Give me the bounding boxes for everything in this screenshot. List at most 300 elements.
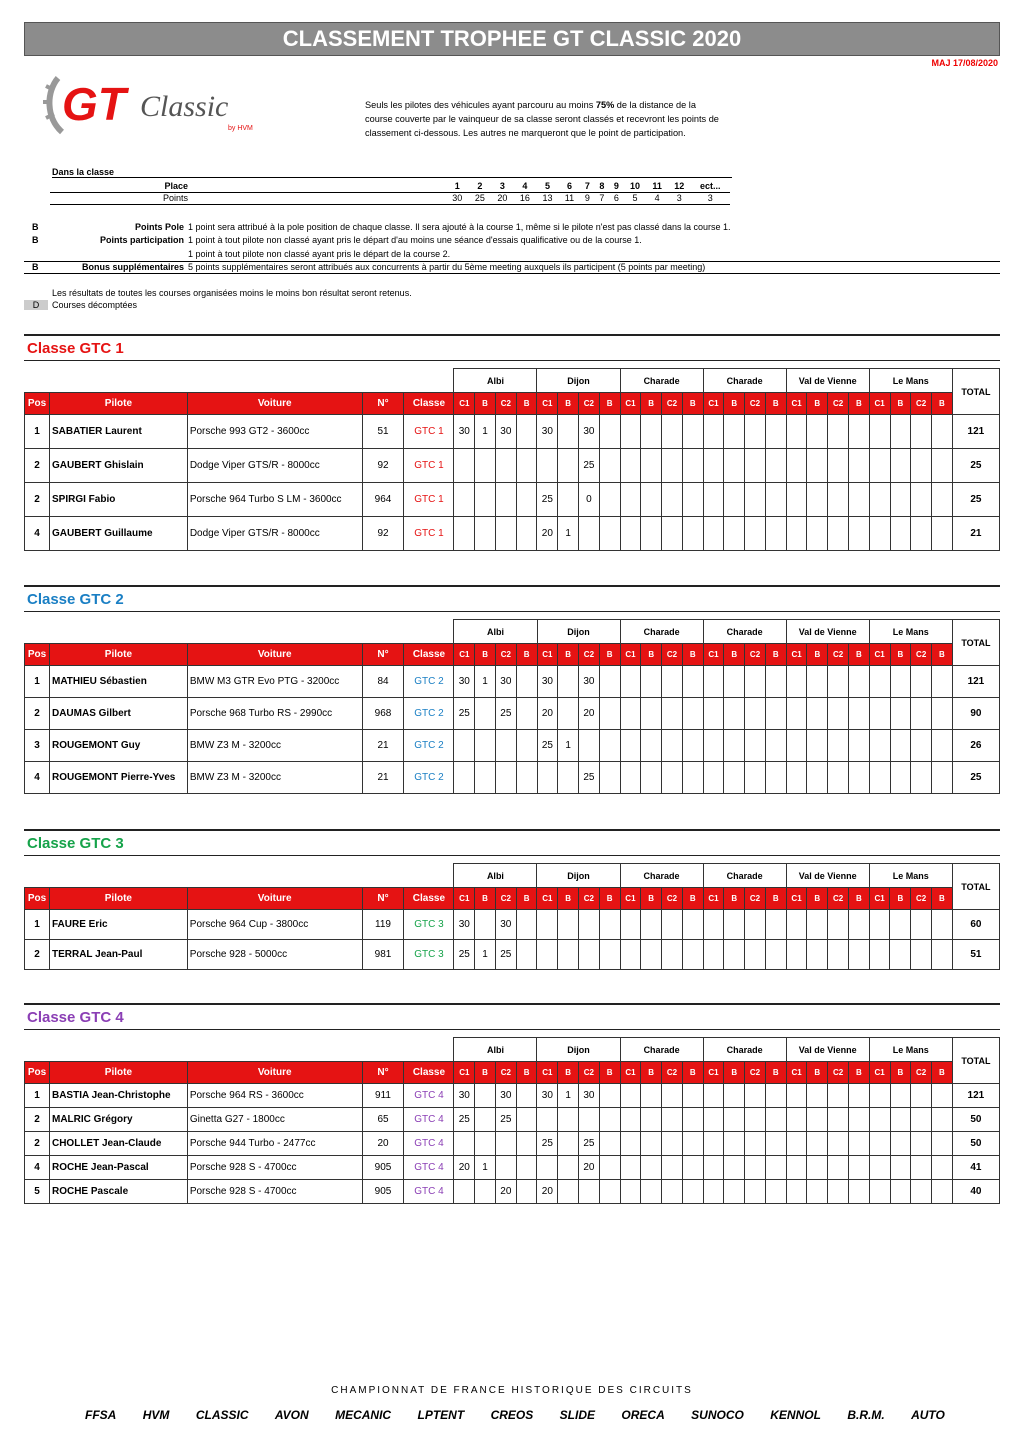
svg-text:by HVM: by HVM: [228, 125, 253, 132]
total-cell: 25: [952, 449, 999, 483]
score-cell: [703, 698, 724, 730]
score-cell: [516, 940, 537, 970]
score-cell: [807, 910, 828, 940]
pilot-cell: SPIRGI Fabio: [49, 483, 187, 517]
col-sub: C1: [786, 644, 807, 666]
score-cell: [932, 762, 953, 794]
col-sub: C2: [495, 644, 516, 666]
score-cell: [828, 910, 849, 940]
col-sub: B: [475, 888, 496, 910]
score-cell: [745, 1084, 766, 1108]
intro-text: Seuls les pilotes des véhicules ayant parcouru au moins 75% de la distance de la course couverte par le vainqueur de sa classe seront classés et recevront les points de classement ci-dessous. Les autres ne marqueront que le point de participation.: [365, 100, 719, 138]
score-cell: [516, 1180, 537, 1204]
score-cell: 30: [537, 415, 558, 449]
total-cell: 41: [952, 1156, 999, 1180]
score-cell: [599, 415, 620, 449]
score-cell: [599, 449, 620, 483]
score-cell: [682, 1084, 703, 1108]
place-cell: 10: [629, 180, 640, 191]
col-sub: B: [807, 1062, 828, 1084]
total-cell: 50: [952, 1132, 999, 1156]
rule-row: [24, 261, 1000, 275]
pos-cell: 1: [25, 666, 50, 698]
score-cell: [558, 415, 579, 449]
col-sub: C1: [703, 393, 724, 415]
pos-cell: 2: [25, 698, 50, 730]
score-cell: [641, 940, 662, 970]
col-sub: B: [682, 393, 703, 415]
col-sub: B: [890, 393, 911, 415]
score-cell: [537, 449, 558, 483]
score-cell: [786, 762, 807, 794]
score-cell: [848, 666, 869, 698]
score-cell: [620, 483, 641, 517]
pos-cell: 2: [25, 1132, 50, 1156]
score-cell: [703, 762, 724, 794]
score-cell: [724, 483, 745, 517]
score-cell: [475, 1180, 496, 1204]
score-cell: [765, 940, 786, 970]
score-cell: [703, 940, 724, 970]
circuit-header: Charade: [620, 1038, 703, 1062]
score-cell: [641, 730, 662, 762]
pos-cell: 1: [25, 415, 50, 449]
score-cell: 20: [579, 1156, 600, 1180]
score-cell: [454, 762, 475, 794]
score-cell: [745, 449, 766, 483]
score-cell: [724, 1108, 745, 1132]
circuit-header: Albi: [454, 620, 537, 644]
class-cell: GTC 3: [404, 910, 454, 940]
score-cell: [932, 483, 953, 517]
score-cell: [828, 483, 849, 517]
score-cell: [869, 910, 890, 940]
table-row: [25, 730, 1000, 762]
score-cell: [869, 666, 890, 698]
col-sub: C2: [662, 644, 683, 666]
col-sub: C2: [495, 888, 516, 910]
score-cell: [662, 1156, 683, 1180]
car-cell: Dodge Viper GTS/R - 8000cc: [187, 449, 362, 483]
discount-text: Courses décomptées: [52, 300, 138, 310]
score-cell: [765, 698, 786, 730]
score-cell: [620, 940, 641, 970]
total-cell: 21: [952, 517, 999, 551]
score-cell: 20: [454, 1156, 475, 1180]
col-sub: C2: [828, 644, 849, 666]
place-cell: ect...: [700, 180, 721, 191]
score-cell: [516, 1108, 537, 1132]
col-sub: B: [724, 393, 745, 415]
points-cell: 3: [676, 193, 682, 203]
score-cell: [662, 517, 683, 551]
score-cell: [662, 415, 683, 449]
table-row: [25, 517, 1000, 551]
score-cell: [807, 666, 828, 698]
col-sub: B: [682, 644, 703, 666]
class-title: Classe GTC 2: [24, 585, 1000, 612]
score-cell: [911, 1156, 932, 1180]
number-cell: 65: [362, 1108, 404, 1132]
col-sub: B: [848, 1062, 869, 1084]
score-cell: [911, 1132, 932, 1156]
score-cell: [537, 910, 558, 940]
score-cell: [558, 940, 579, 970]
number-cell: 84: [362, 666, 404, 698]
col-classe: Classe: [404, 393, 454, 415]
class-title: Classe GTC 3: [24, 829, 1000, 856]
score-cell: 1: [558, 517, 579, 551]
score-cell: [724, 449, 745, 483]
score-cell: [703, 1084, 724, 1108]
score-cell: [558, 698, 579, 730]
score-cell: [703, 483, 724, 517]
col-sub: C2: [662, 1062, 683, 1084]
col-sub: B: [682, 888, 703, 910]
col-sub: C1: [620, 393, 641, 415]
col-sub: C2: [579, 888, 600, 910]
points-table: [50, 180, 730, 205]
score-cell: [786, 730, 807, 762]
total-cell: 40: [952, 1180, 999, 1204]
score-cell: [911, 910, 932, 940]
score-cell: [475, 517, 496, 551]
col-sub: B: [558, 644, 579, 666]
score-cell: [848, 483, 869, 517]
place-cell: 8: [599, 180, 605, 191]
points-cell: 13: [542, 193, 553, 203]
score-cell: [807, 449, 828, 483]
score-cell: 1: [475, 1156, 496, 1180]
score-cell: [828, 730, 849, 762]
col-pilote: Pilote: [49, 888, 187, 910]
points-cell: 7: [599, 193, 605, 203]
score-cell: [807, 415, 828, 449]
col-sub: C2: [579, 1062, 600, 1084]
score-cell: [932, 1108, 953, 1132]
score-cell: [745, 483, 766, 517]
score-cell: [516, 1084, 537, 1108]
col-sub: C2: [828, 1062, 849, 1084]
score-cell: [807, 517, 828, 551]
col-sub: C2: [911, 1062, 932, 1084]
score-cell: [579, 1108, 600, 1132]
score-cell: [682, 940, 703, 970]
col-sub: B: [516, 393, 537, 415]
score-cell: [848, 517, 869, 551]
pilot-cell: BASTIA Jean-Christophe: [49, 1084, 187, 1108]
score-cell: [516, 910, 537, 940]
score-cell: [932, 730, 953, 762]
pos-cell: 1: [25, 910, 50, 940]
score-cell: [579, 940, 600, 970]
pilot-cell: CHOLLET Jean-Claude: [49, 1132, 187, 1156]
col-pilote: Pilote: [49, 1062, 187, 1084]
score-cell: [703, 415, 724, 449]
score-cell: [454, 483, 475, 517]
score-cell: [911, 666, 932, 698]
score-cell: [745, 730, 766, 762]
class-cell: GTC 1: [404, 415, 454, 449]
col-sub: C1: [869, 888, 890, 910]
points-caption: Dans la classe: [52, 167, 732, 178]
score-cell: [599, 483, 620, 517]
rule-label: Points participation: [99, 235, 184, 246]
rule-text: 1 point à tout pilote non classé ayant pris le départ d'au moins une séance d'essais qualificative ou de la course 1.: [188, 235, 642, 246]
table-row: [25, 1108, 1000, 1132]
score-cell: [807, 1084, 828, 1108]
class-cell: GTC 4: [404, 1180, 454, 1204]
score-cell: [890, 517, 911, 551]
col-sub: B: [765, 644, 786, 666]
col-sub: B: [475, 393, 496, 415]
class-cell: GTC 2: [404, 730, 454, 762]
car-cell: Dodge Viper GTS/R - 8000cc: [187, 517, 362, 551]
pos-cell: 3: [25, 730, 50, 762]
number-cell: 905: [362, 1180, 404, 1204]
score-cell: [911, 730, 932, 762]
pilot-cell: MALRIC Grégory: [49, 1108, 187, 1132]
score-cell: [848, 415, 869, 449]
score-cell: [599, 762, 620, 794]
col-sub: B: [599, 888, 620, 910]
score-cell: [641, 483, 662, 517]
score-cell: [932, 666, 953, 698]
score-cell: [682, 910, 703, 940]
score-cell: [599, 1156, 620, 1180]
place-cell: 4: [522, 180, 528, 191]
score-cell: 30: [537, 1084, 558, 1108]
col-sub: C1: [703, 1062, 724, 1084]
score-cell: [848, 730, 869, 762]
score-cell: [911, 517, 932, 551]
col-sub: B: [724, 888, 745, 910]
circuit-header: Charade: [620, 620, 703, 644]
col-sub: C2: [662, 888, 683, 910]
score-cell: 0: [579, 483, 600, 517]
table-row: [25, 1132, 1000, 1156]
score-cell: [682, 1108, 703, 1132]
score-cell: 25: [454, 940, 475, 970]
score-cell: [869, 940, 890, 970]
score-cell: [724, 415, 745, 449]
score-cell: [890, 762, 911, 794]
number-cell: 981: [362, 940, 404, 970]
place-cell: 2: [477, 180, 483, 191]
score-cell: [516, 415, 537, 449]
score-cell: [932, 698, 953, 730]
score-cell: [765, 1180, 786, 1204]
results-note: Les résultats de toutes les courses organisées moins le moins bon résultat seront retenus.: [52, 288, 412, 298]
score-cell: [848, 1180, 869, 1204]
rule-row: [24, 220, 1000, 234]
score-cell: [558, 449, 579, 483]
score-cell: [786, 449, 807, 483]
sponsor-logo: CREOS: [490, 1408, 534, 1422]
col-voiture: Voiture: [187, 888, 362, 910]
score-cell: [599, 1108, 620, 1132]
score-cell: [890, 1108, 911, 1132]
col-sub: C2: [662, 393, 683, 415]
col-sub: B: [724, 644, 745, 666]
score-cell: [703, 1108, 724, 1132]
score-cell: [641, 762, 662, 794]
score-cell: [807, 1132, 828, 1156]
score-cell: [724, 666, 745, 698]
class-cell: GTC 3: [404, 940, 454, 970]
score-cell: [682, 1156, 703, 1180]
score-cell: [620, 1108, 641, 1132]
score-cell: [620, 517, 641, 551]
score-cell: [765, 483, 786, 517]
score-cell: [662, 1108, 683, 1132]
score-cell: [662, 910, 683, 940]
score-cell: [641, 910, 662, 940]
score-cell: [786, 415, 807, 449]
score-cell: [786, 910, 807, 940]
col-pilote: Pilote: [49, 644, 187, 666]
score-cell: [475, 449, 496, 483]
score-cell: [558, 910, 579, 940]
class-cell: GTC 2: [404, 666, 454, 698]
circuit-header: Albi: [454, 1038, 537, 1062]
col-sub: C2: [495, 1062, 516, 1084]
score-cell: 30: [495, 666, 516, 698]
score-cell: [848, 1108, 869, 1132]
score-cell: [786, 940, 807, 970]
col-sub: C1: [620, 1062, 641, 1084]
score-cell: [620, 698, 641, 730]
score-cell: 25: [537, 1132, 558, 1156]
score-cell: [807, 762, 828, 794]
col-sub: B: [516, 1062, 537, 1084]
score-cell: [765, 730, 786, 762]
table-row: [25, 666, 1000, 698]
score-cell: 20: [537, 1180, 558, 1204]
score-cell: [807, 698, 828, 730]
score-cell: 30: [579, 666, 600, 698]
score-cell: 1: [558, 1084, 579, 1108]
score-cell: [890, 1156, 911, 1180]
sponsor-logo: LPTENT: [417, 1408, 465, 1422]
col-sub: C1: [537, 1062, 558, 1084]
circuit-header: Le Mans: [869, 369, 952, 393]
score-cell: [641, 698, 662, 730]
place-cell: 7: [584, 180, 590, 191]
points-cell: 30: [452, 193, 463, 203]
col-sub: C1: [869, 1062, 890, 1084]
points-cell: 3: [707, 193, 713, 203]
score-cell: [620, 449, 641, 483]
score-cell: [724, 910, 745, 940]
car-cell: Porsche 928 S - 4700cc: [187, 1180, 362, 1204]
sponsor-logo: SUNOCO: [691, 1408, 744, 1422]
score-cell: [724, 762, 745, 794]
pos-cell: 2: [25, 940, 50, 970]
score-cell: [745, 1108, 766, 1132]
score-cell: [620, 1180, 641, 1204]
score-cell: [828, 1180, 849, 1204]
score-cell: [516, 483, 537, 517]
col-pos: Pos: [25, 644, 50, 666]
col-sub: B: [682, 1062, 703, 1084]
col-pos: Pos: [25, 888, 50, 910]
circuit-header: Albi: [454, 369, 537, 393]
col-sub: B: [932, 393, 953, 415]
score-cell: [745, 910, 766, 940]
score-cell: [869, 762, 890, 794]
score-cell: [890, 730, 911, 762]
col-sub: B: [599, 1062, 620, 1084]
score-cell: [495, 449, 516, 483]
place-cell: 3: [499, 180, 505, 191]
class-cell: GTC 4: [404, 1108, 454, 1132]
col-sub: B: [807, 644, 828, 666]
table-row: [25, 1156, 1000, 1180]
class-cell: GTC 4: [404, 1156, 454, 1180]
score-cell: [786, 666, 807, 698]
score-cell: [828, 1108, 849, 1132]
score-cell: [724, 698, 745, 730]
score-cell: [828, 1132, 849, 1156]
pos-cell: 2: [25, 449, 50, 483]
sponsor-logo: SLIDE: [559, 1408, 596, 1422]
score-cell: [454, 1180, 475, 1204]
score-cell: [765, 1132, 786, 1156]
col-sub: C2: [579, 644, 600, 666]
score-cell: 30: [454, 666, 475, 698]
score-cell: [703, 449, 724, 483]
col-sub: B: [599, 644, 620, 666]
score-cell: [869, 698, 890, 730]
score-cell: [890, 1132, 911, 1156]
score-cell: [745, 698, 766, 730]
col-pos: Pos: [25, 393, 50, 415]
col-sub: B: [558, 888, 579, 910]
score-cell: [911, 483, 932, 517]
score-cell: [495, 1156, 516, 1180]
score-cell: [662, 762, 683, 794]
points-cell: 20: [497, 193, 508, 203]
total-cell: 60: [952, 910, 999, 940]
score-cell: [454, 730, 475, 762]
score-cell: 25: [495, 698, 516, 730]
score-cell: [475, 762, 496, 794]
score-cell: [516, 666, 537, 698]
svg-text:Classic: Classic: [140, 90, 229, 123]
score-cell: [848, 1132, 869, 1156]
score-cell: [620, 415, 641, 449]
col-sub: B: [890, 644, 911, 666]
rule-letter: B: [32, 221, 39, 232]
score-cell: [869, 517, 890, 551]
score-cell: [662, 1132, 683, 1156]
score-cell: [765, 415, 786, 449]
score-cell: [745, 762, 766, 794]
score-cell: [495, 762, 516, 794]
sponsor-logo: HVM: [142, 1408, 170, 1422]
score-cell: [662, 1084, 683, 1108]
score-cell: [703, 666, 724, 698]
score-cell: [495, 517, 516, 551]
score-cell: [682, 730, 703, 762]
score-cell: [848, 940, 869, 970]
number-cell: 21: [362, 730, 404, 762]
sponsor-logo: FFSA: [85, 1408, 117, 1422]
col-sub: B: [724, 1062, 745, 1084]
score-cell: [890, 1180, 911, 1204]
points-cell: 11: [564, 193, 575, 203]
